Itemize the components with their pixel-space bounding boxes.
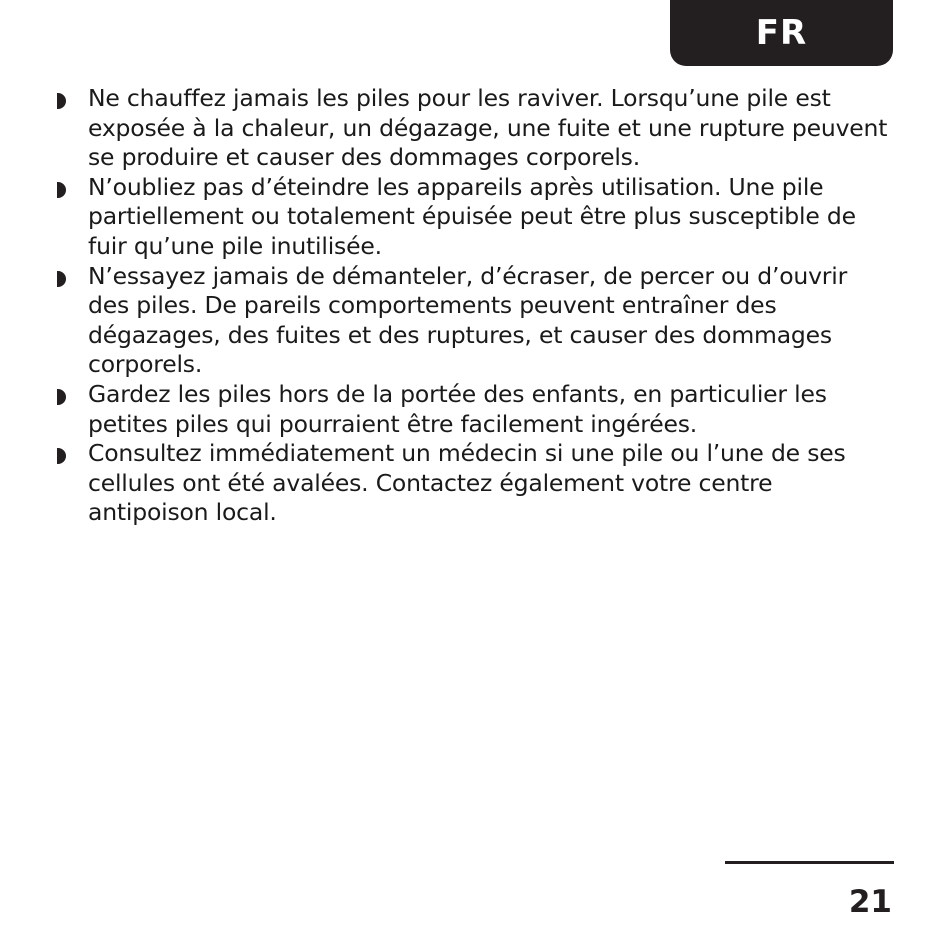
safety-list-item — [55, 262, 895, 380]
half-circle-bullet-icon — [57, 93, 66, 109]
safety-item-text: Consultez immédiatement un médecin si une pile ou l’une de ses cellules ont été avalées. Contactez également votre centre antipoison local. — [88, 439, 846, 527]
half-circle-bullet-icon — [57, 448, 66, 464]
half-circle-bullet-icon — [57, 271, 66, 287]
safety-list-item — [55, 173, 895, 262]
page-number: 21 — [848, 884, 892, 920]
half-circle-bullet-icon — [57, 389, 66, 405]
footer-divider — [725, 861, 894, 864]
language-label: FR — [755, 13, 808, 53]
safety-list-item — [55, 84, 895, 173]
safety-list-item — [55, 439, 895, 528]
safety-item-text: Gardez les piles hors de la portée des enfants, en particulier les petites piles qui pourraient être facilement ingérées. — [88, 379, 827, 438]
safety-item-text: N’oubliez pas d’éteindre les appareils après utilisation. Une pile partiellement ou totalement épuisée peut être plus susceptible de fuir qu’une pile inutilisée. — [88, 172, 856, 260]
safety-item-text: Ne chauffez jamais les piles pour les raviver. Lorsqu’une pile est exposée à la chaleur, un dégazage, une fuite et une rupture peuvent se produire et causer des dommages corporels. — [88, 84, 888, 172]
safety-list-item — [55, 380, 895, 439]
safety-item-text: N’essayez jamais de démanteler, d’écraser, de percer ou d’ouvrir des piles. De pareils comportements peuvent entraîner des dégazages, des fuites et des ruptures, et causer des dommages corporels. — [88, 261, 848, 379]
language-tab — [670, 0, 893, 66]
safety-bullet-list — [55, 84, 895, 528]
half-circle-bullet-icon — [57, 182, 66, 198]
